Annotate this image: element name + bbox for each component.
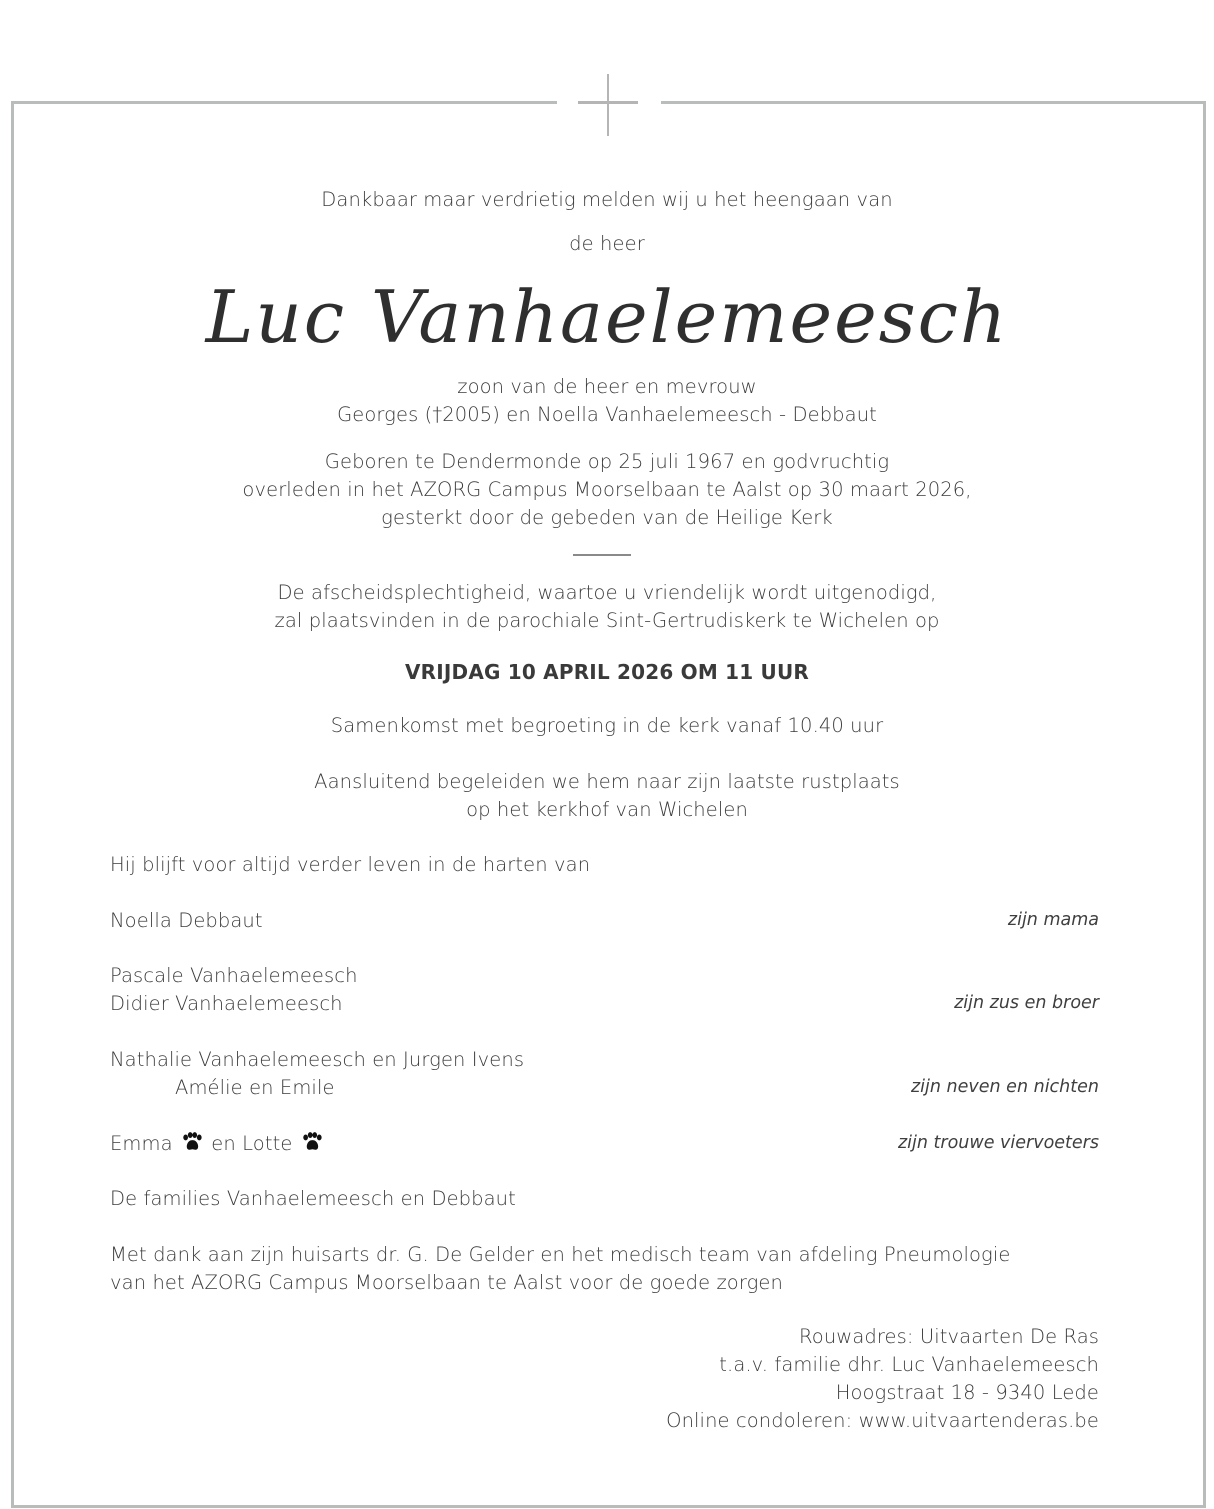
condolence-website-link[interactable]: www.uitvaartenderas.be — [858, 1409, 1099, 1432]
birth-death-line-3: gesterkt door de gebeden van de Heilige Kerk — [381, 506, 833, 529]
cross-horizontal-bar — [578, 101, 638, 104]
family-name: Nathalie Vanhaelemeesch en Jurgen Ivens — [110, 1048, 525, 1071]
paw-icon — [301, 1132, 323, 1152]
contact-street: Hoogstraat 18 - 9340 Lede — [835, 1381, 1099, 1404]
ceremony-line-1: De afscheidsplechtigheid, waartoe u vriendelijk wordt uitgenodigd, — [277, 581, 937, 604]
gathering-text: Samenkomst met begroeting in de kerk vanaf 10.40 uur — [330, 714, 884, 737]
ceremony-line-2: zal plaatsvinden in de parochiale Sint-Gertrudiskerk te Wichelen op — [274, 609, 940, 632]
family-relation: zijn trouwe viervoeters — [897, 1133, 1099, 1153]
section-divider — [573, 554, 631, 556]
deceased-name: Luc Vanhaelemeesch — [205, 275, 1009, 359]
title-prefix: de heer — [569, 232, 645, 255]
online-condolence-label: Online condoleren: — [666, 1409, 859, 1432]
contact-online — [666, 1407, 1099, 1435]
pet-name-1: Emma — [110, 1132, 173, 1155]
thanks-line-2: van het AZORG Campus Moorselbaan te Aalst voor de goede zorgen — [110, 1271, 783, 1294]
family-name: Noella Debbaut — [110, 909, 263, 932]
pets-line — [110, 1130, 325, 1158]
ceremony-date-time: VRIJDAG 10 APRIL 2026 OM 11 UUR — [404, 660, 810, 684]
contact-attention: t.a.v. familie dhr. Luc Vanhaelemeesch — [719, 1353, 1099, 1376]
frame-bottom-line — [11, 1505, 1206, 1508]
frame-top-right-line — [661, 101, 1206, 104]
family-name: Didier Vanhaelemeesch — [110, 992, 343, 1015]
contact-block — [666, 1323, 1099, 1435]
cross-vertical-bar — [607, 74, 609, 136]
pet-name-2: Lotte — [242, 1132, 293, 1155]
frame-top-left-line — [11, 101, 557, 104]
birth-death-line-1: Geboren te Dendermonde op 25 juli 1967 en godvruchtig — [324, 450, 890, 473]
family-relation: zijn mama — [1007, 910, 1099, 930]
family-name: Pascale Vanhaelemeesch — [110, 964, 358, 987]
parents-line-1: zoon van de heer en mevrouw — [457, 375, 757, 398]
thanks-line-1: Met dank aan zijn huisarts dr. G. De Gelder en het medisch team van afdeling Pneumologie — [110, 1243, 1011, 1266]
burial-line-1: Aansluitend begeleiden we hem naar zijn laatste rustplaats — [314, 770, 900, 793]
family-intro: Hij blijft voor altijd verder leven in de harten van — [110, 853, 591, 876]
burial-line-2: op het kerkhof van Wichelen — [466, 798, 748, 821]
family-relation: zijn neven en nichten — [910, 1077, 1099, 1097]
contact-address-title: Rouwadres: Uitvaarten De Ras — [799, 1325, 1099, 1348]
paw-icon — [181, 1132, 203, 1152]
intro-text: Dankbaar maar verdrietig melden wij u het heengaan van — [321, 188, 893, 211]
cross-icon — [578, 74, 638, 136]
families-line: De families Vanhaelemeesch en Debbaut — [110, 1187, 516, 1210]
parents-line-2: Georges (†2005) en Noella Vanhaelemeesch - Debbaut — [337, 403, 877, 426]
birth-death-line-2: overleden in het AZORG Campus Moorselbaan te Aalst op 30 maart 2026, — [242, 478, 972, 501]
family-relation: zijn zus en broer — [954, 993, 1099, 1013]
pet-joiner: en — [211, 1132, 236, 1155]
family-name-indented: Amélie en Emile — [175, 1076, 335, 1099]
